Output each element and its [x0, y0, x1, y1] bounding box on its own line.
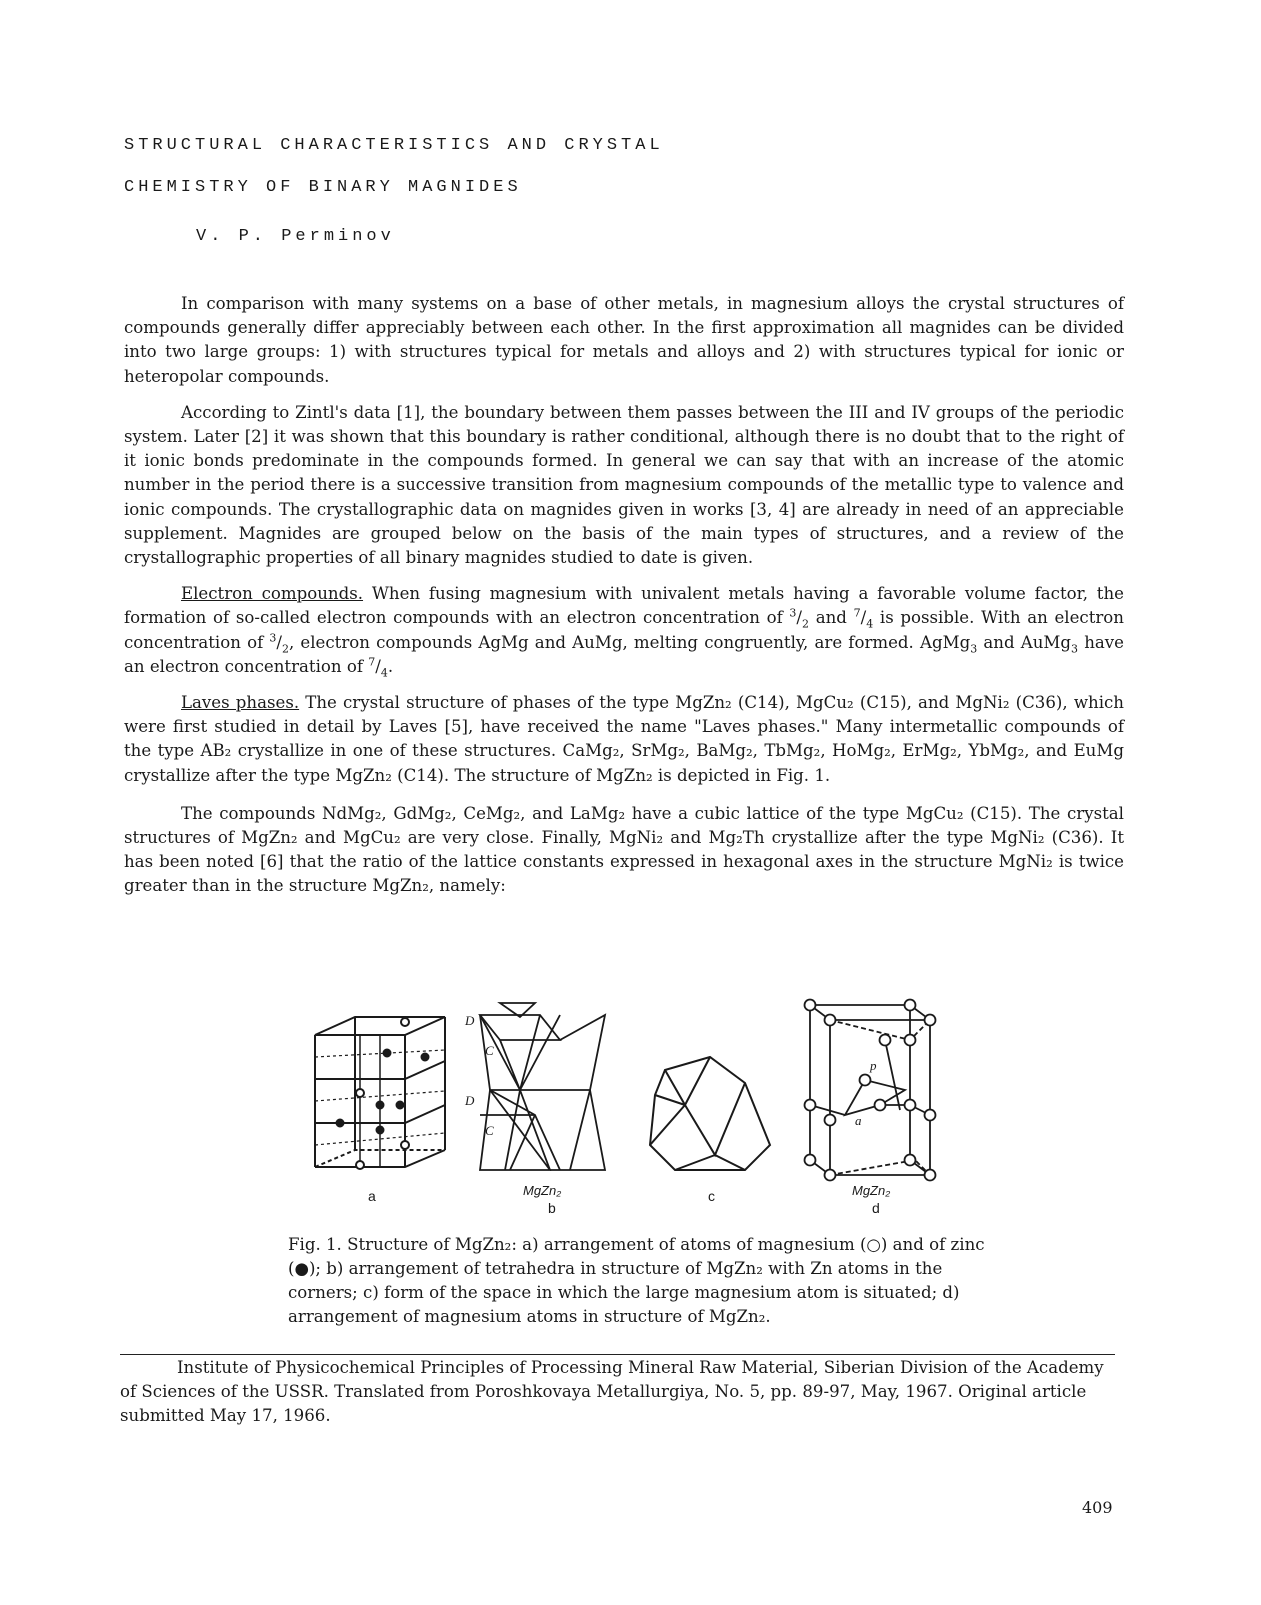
title-line-1: STRUCTURAL CHARACTERISTICS AND CRYSTAL — [124, 136, 664, 155]
subfigure-c-polyhedron — [650, 1057, 770, 1170]
paragraph-5: The compounds NdMg₂, GdMg₂, CeMg₂, and LaMg₂ have a cubic lattice of the type MgCu₂ (C15). The crystal structures of MgZn₂ and MgCu₂ are very close. Finally, MgNi₂ and Mg₂Th crystallize after the type MgNi₂ (C36). It has been noted [6] that the ratio of the lattice constants expressed in hexagonal axes in the structure MgNi₂ is twice greater than in the structure MgZn₂, namely: — [124, 803, 1124, 896]
paragraph-1: In comparison with many systems on a base of other metals, in magnesium alloys the crystal structures of compounds generally differ appreciably between each other. In the first approximation all magnides can be divided into two large groups: 1) with structures typical for metals and alloys and 2) with structures typical for ionic or heteropolar compounds. — [124, 294, 1124, 386]
p3-run-g: . — [387, 656, 394, 676]
page-number: 409 — [1082, 1498, 1113, 1517]
p3-run-c: is possible. With an electron concentration of — [124, 608, 1124, 652]
p4-body: The crystal structure of phases of the type MgZn₂ (C14), MgCu₂ (C15), and MgNi₂ (C36), which were first studied in detail by Laves [5], have received the name "Laves phases." Many intermetallic compounds of the type AB₂ crystallize in one of these structures. CaMg₂, SrMg₂, BaMg₂, TbMg₂, HoMg₂, ErMg₂, YbMg₂, and EuMg crystallize after the type MgZn₂ (C14). The structure of MgZn₂ is depicted in Fig. 1. — [124, 693, 1124, 785]
figure-1-drawing — [305, 995, 945, 1220]
p3-run-b: and — [809, 608, 854, 628]
subfigure-d-mg-atoms — [805, 1000, 936, 1181]
p3-run-d: , electron compounds AgMg and AuMg, melting congruently, are formed. AgMg — [288, 632, 971, 652]
label-c: c — [708, 1188, 715, 1204]
paragraph-2: According to Zintl's data [1], the boundary between them passes between the III and IV groups of the periodic system. Later [2] it was shown that this boundary is rather conditional, although there is no doubt that to the right of it ionic bonds predominate in the compounds formed. In general we can say that with an increase of the atomic number in the period there is a successive transition from magnesium compounds of the metallic type to valence and ionic compounds. The crystallographic data on magnides given in works [3, 4] are already in need of an appreciable supplement. Magnides are grouped below on the basis of the main types of structures, and a review of the crystallographic properties of all binary magnides studied to date is given. — [124, 402, 1124, 568]
footnote-rule — [120, 1354, 1115, 1355]
paragraph-3: Electron compounds. When fusing magnesium with univalent metals having a favorable volume factor, the formation of so-called electron compounds with an electron concentration of $^3/_2$ and $^7/_4$ is possible. With an electron concentration of $^3/_2$, electron compounds AgMg and AuMg, melting congruently, are formed. AgMg$_3$ and AuMg$_3$ have an electron concentration of $^7/_4$. — [124, 584, 1124, 680]
p3-run-a: When fusing magnesium with univalent metals having a favorable volume factor, the formation of so-called electron compounds with an electron concentration of — [124, 584, 1124, 628]
p3-run-f: have an electron concentration of — [124, 632, 1124, 676]
footnote-text: Institute of Physicochemical Principles of Processing Mineral Raw Material, Siberian Division of the Academy of Sciences of the USSR. Translated from Poroshkovaya Metallurgiya, No. 5, pp. 89-97, May, 1967. Original article submitted May 17, 1966. — [120, 1358, 1104, 1425]
subfigure-b-tetrahedra — [480, 1003, 605, 1170]
footnote — [120, 1356, 1120, 1428]
label-D-2: D — [465, 1093, 475, 1108]
heading-electron-compounds: Electron compounds. — [181, 584, 364, 604]
subfigure-a-lattice — [315, 1017, 445, 1169]
title-line-2: CHEMISTRY OF BINARY MAGNIDES — [124, 178, 522, 197]
p3-run-e: and AuMg — [977, 632, 1072, 652]
label-D-1: D — [465, 1013, 475, 1028]
figure-caption: Fig. 1. Structure of MgZn₂: a) arrangement of atoms of magnesium (○) and of zinc (●); b) arrangement of tetrahedra in structure of MgZn₂ with Zn atoms in the corners; c) form of the space in which the large magnesium atom is situated; d) arrangement of magnesium atoms in structure of MgZn₂. — [288, 1235, 985, 1326]
label-d: d — [872, 1200, 880, 1216]
label-a: a — [368, 1188, 376, 1204]
label-d-formula: MgZn₂ — [852, 1183, 891, 1198]
label-a-inner: a — [855, 1113, 862, 1128]
label-C-2: C — [485, 1123, 494, 1138]
heading-laves-phases: Laves phases. — [181, 693, 300, 713]
label-C-1: C — [485, 1043, 494, 1058]
label-b-formula: MgZn₂ — [523, 1183, 562, 1198]
body-text — [124, 292, 1124, 899]
author: V. P. Perminov — [196, 227, 395, 246]
paragraph-4 — [124, 691, 1124, 788]
label-b: b — [548, 1200, 556, 1216]
label-p: p — [870, 1058, 877, 1073]
